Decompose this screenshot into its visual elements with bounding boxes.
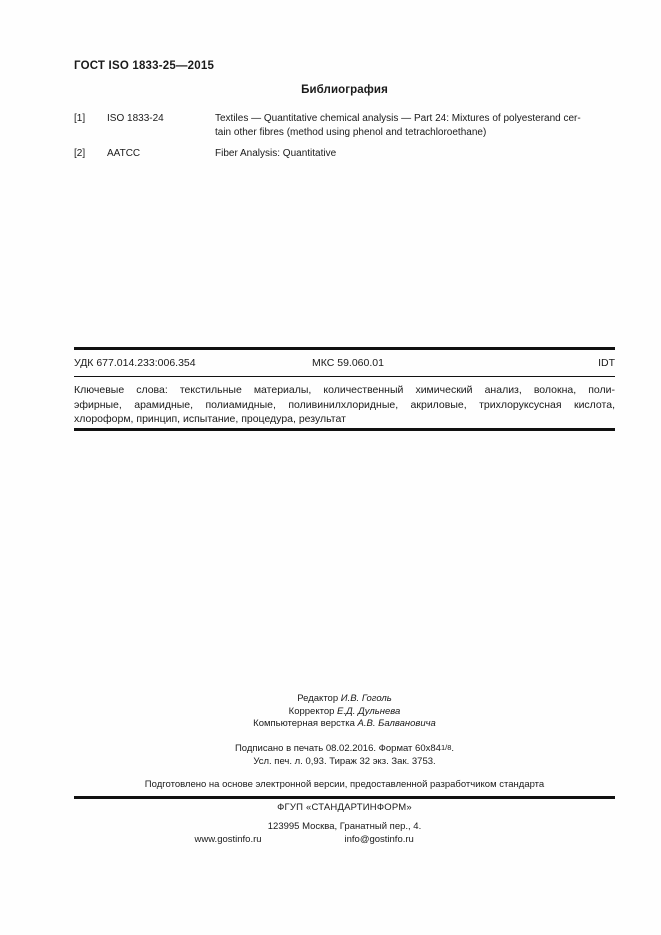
horizontal-rule-middle: [74, 376, 615, 377]
publisher-name: ФГУП «СТАНДАРТИНФОРМ»: [277, 802, 412, 813]
horizontal-rule-top: [74, 347, 615, 350]
publisher-contacts: [74, 833, 615, 847]
horizontal-rule-publisher: [74, 796, 615, 799]
bibliography-list: [74, 112, 615, 168]
layout-line: [74, 718, 615, 731]
bibliography-entry-number: [1]: [74, 113, 86, 124]
mks-code: МКС 59.060.01: [312, 357, 384, 369]
credits-block: [74, 693, 615, 731]
bibliography-entry-reference: AATCC: [107, 148, 141, 159]
format-fraction: 1/8: [440, 743, 452, 752]
keywords-line: хлороформ, принцип, испытание, процедура, результат: [74, 413, 346, 425]
keywords-line: эфирные, арамидные, полиамидные, поливинилхлоридные, акриловые, трихлоруксусная кислота,: [74, 398, 615, 411]
bibliography-entry: [74, 147, 615, 161]
corrector-role-label: Корректор: [288, 705, 338, 717]
print-info-line: [74, 741, 615, 755]
bibliography-entry: [74, 112, 615, 140]
running-head: ГОСТ ISO 1833-25—2015: [74, 60, 215, 72]
publisher-email[interactable]: info@gostinfo.ru: [344, 834, 414, 845]
bibliography-entry-reference: ISO 1833-24: [107, 113, 164, 124]
bibliography-entry-description: [215, 147, 615, 161]
corrector-name: Е.Д. Дульнева: [337, 705, 401, 717]
bibliography-entry-number: [2]: [74, 148, 86, 159]
publisher-website[interactable]: www.gostinfo.ru: [194, 834, 262, 845]
print-line-period: .: [451, 742, 455, 754]
print-date-format-text: Подписано в печать 08.02.2016. Формат 60x84: [234, 742, 441, 754]
editor-name: И.В. Гоголь: [340, 693, 392, 704]
bibliography-heading: Библиография: [301, 84, 388, 96]
bibliography-entry-description-line: tain other fibres (method using phenol and tetrachloroethane): [215, 127, 487, 138]
bibliography-entry-description-line: Textiles — Quantitative chemical analysis — Part 24: Mixtures of polyesterand cer-: [215, 113, 581, 124]
print-info-line: Усл. печ. л. 0,93. Тираж 32 экз. Зак. 3753.: [253, 755, 436, 767]
layout-role-label: Компьютерная верстка: [253, 718, 358, 729]
editor-line: [74, 693, 615, 706]
corrector-line: [74, 706, 615, 719]
idt-label: IDT: [598, 357, 615, 369]
layout-designer-name: А.В. Балвановича: [357, 718, 436, 729]
horizontal-rule-bottom: [74, 428, 615, 431]
bibliography-entry-description-line: Fiber Analysis: Quantitative: [215, 148, 337, 159]
udk-code: УДК 677.014.233:006.354: [74, 357, 196, 369]
publisher-address: 123995 Москва, Гранатный пер., 4.: [267, 821, 422, 832]
print-info-block: [74, 741, 615, 768]
bibliography-entry-description: [215, 112, 615, 140]
prepared-note: Подготовлено на основе электронной версии, предоставленной разработчиком стандарта: [144, 779, 545, 790]
editor-role-label: Редактор: [297, 693, 341, 704]
keywords-line: Ключевые слова: текстильные материалы, количественный химический анализ, волокна, поли-: [74, 384, 615, 396]
keywords-block: [74, 383, 615, 427]
